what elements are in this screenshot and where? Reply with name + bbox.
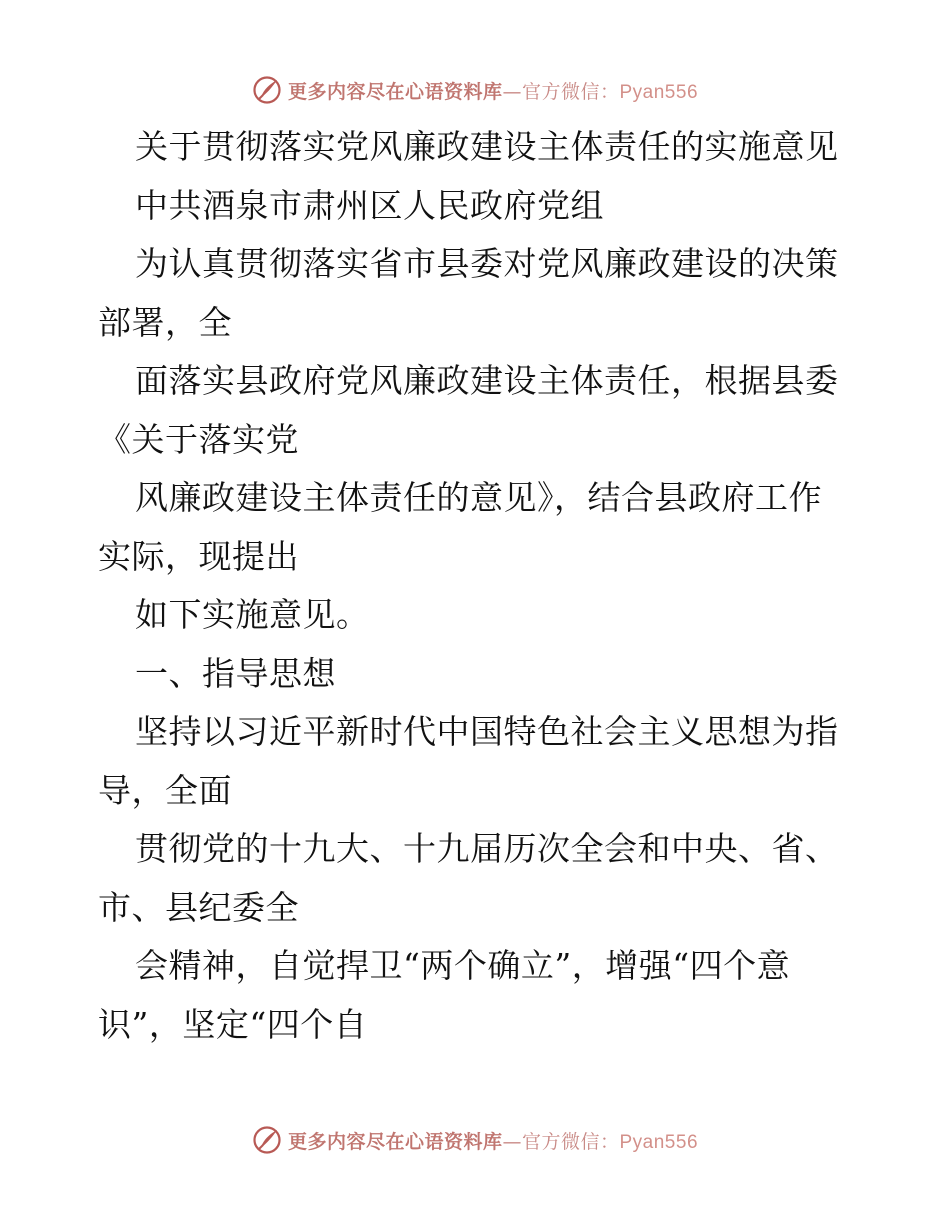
watermark-footer <box>0 1120 950 1160</box>
text-line: 实际，现提出 <box>98 536 299 576</box>
text-line: 中共酒泉市肃州区人民政府党组 <box>135 185 604 225</box>
text-line: 导，全面 <box>98 770 232 810</box>
watermark-wechat-label: 官方微信： <box>521 1130 620 1153</box>
text-line: 为认真贯彻落实省市县委对党风廉政建设的决策 <box>135 244 839 283</box>
watermark-brand: 更多内容尽在心语资料库 <box>287 1130 503 1153</box>
watermark-wechat-id: Pyan556 <box>619 1131 699 1153</box>
text-line: 关于贯彻落实党风廉政建设主体责任的实施意见 <box>135 127 839 166</box>
text-line: 市、县纪委全 <box>98 887 299 927</box>
document-body <box>98 118 858 1054</box>
text-line: 《关于落实党 <box>98 419 299 459</box>
text-line: 面落实县政府党风廉政建设主体责任，根据县委 <box>135 361 839 400</box>
text-line: 部署，全 <box>98 302 232 342</box>
text-line: 一、指导思想 <box>135 653 336 693</box>
watermark-header <box>0 70 950 110</box>
watermark-text <box>288 1127 698 1154</box>
watermark-brand: 更多内容尽在心语资料库 <box>287 80 503 103</box>
text-line: 如下实施意见。 <box>135 595 370 634</box>
text-line: 贯彻党的十九大、十九届历次全会和中央、省、 <box>135 829 839 868</box>
watermark-dash: — <box>502 80 522 103</box>
watermark-text <box>288 77 698 104</box>
watermark-dash: — <box>502 1130 522 1153</box>
text-line: 风廉政建设主体责任的意见》，结合县政府工作 <box>135 478 822 517</box>
watermark-wechat-id: Pyan556 <box>619 81 699 103</box>
quill-logo-icon <box>252 1125 282 1155</box>
watermark-wechat-label: 官方微信： <box>521 80 620 103</box>
text-line: 坚持以习近平新时代中国特色社会主义思想为指 <box>135 712 839 751</box>
quill-logo-icon <box>252 75 282 105</box>
text-line: 会精神，自觉捍卫“两个确立”，增强“四个意 <box>135 946 791 985</box>
text-line: 识”，坚定“四个自 <box>98 1004 368 1044</box>
